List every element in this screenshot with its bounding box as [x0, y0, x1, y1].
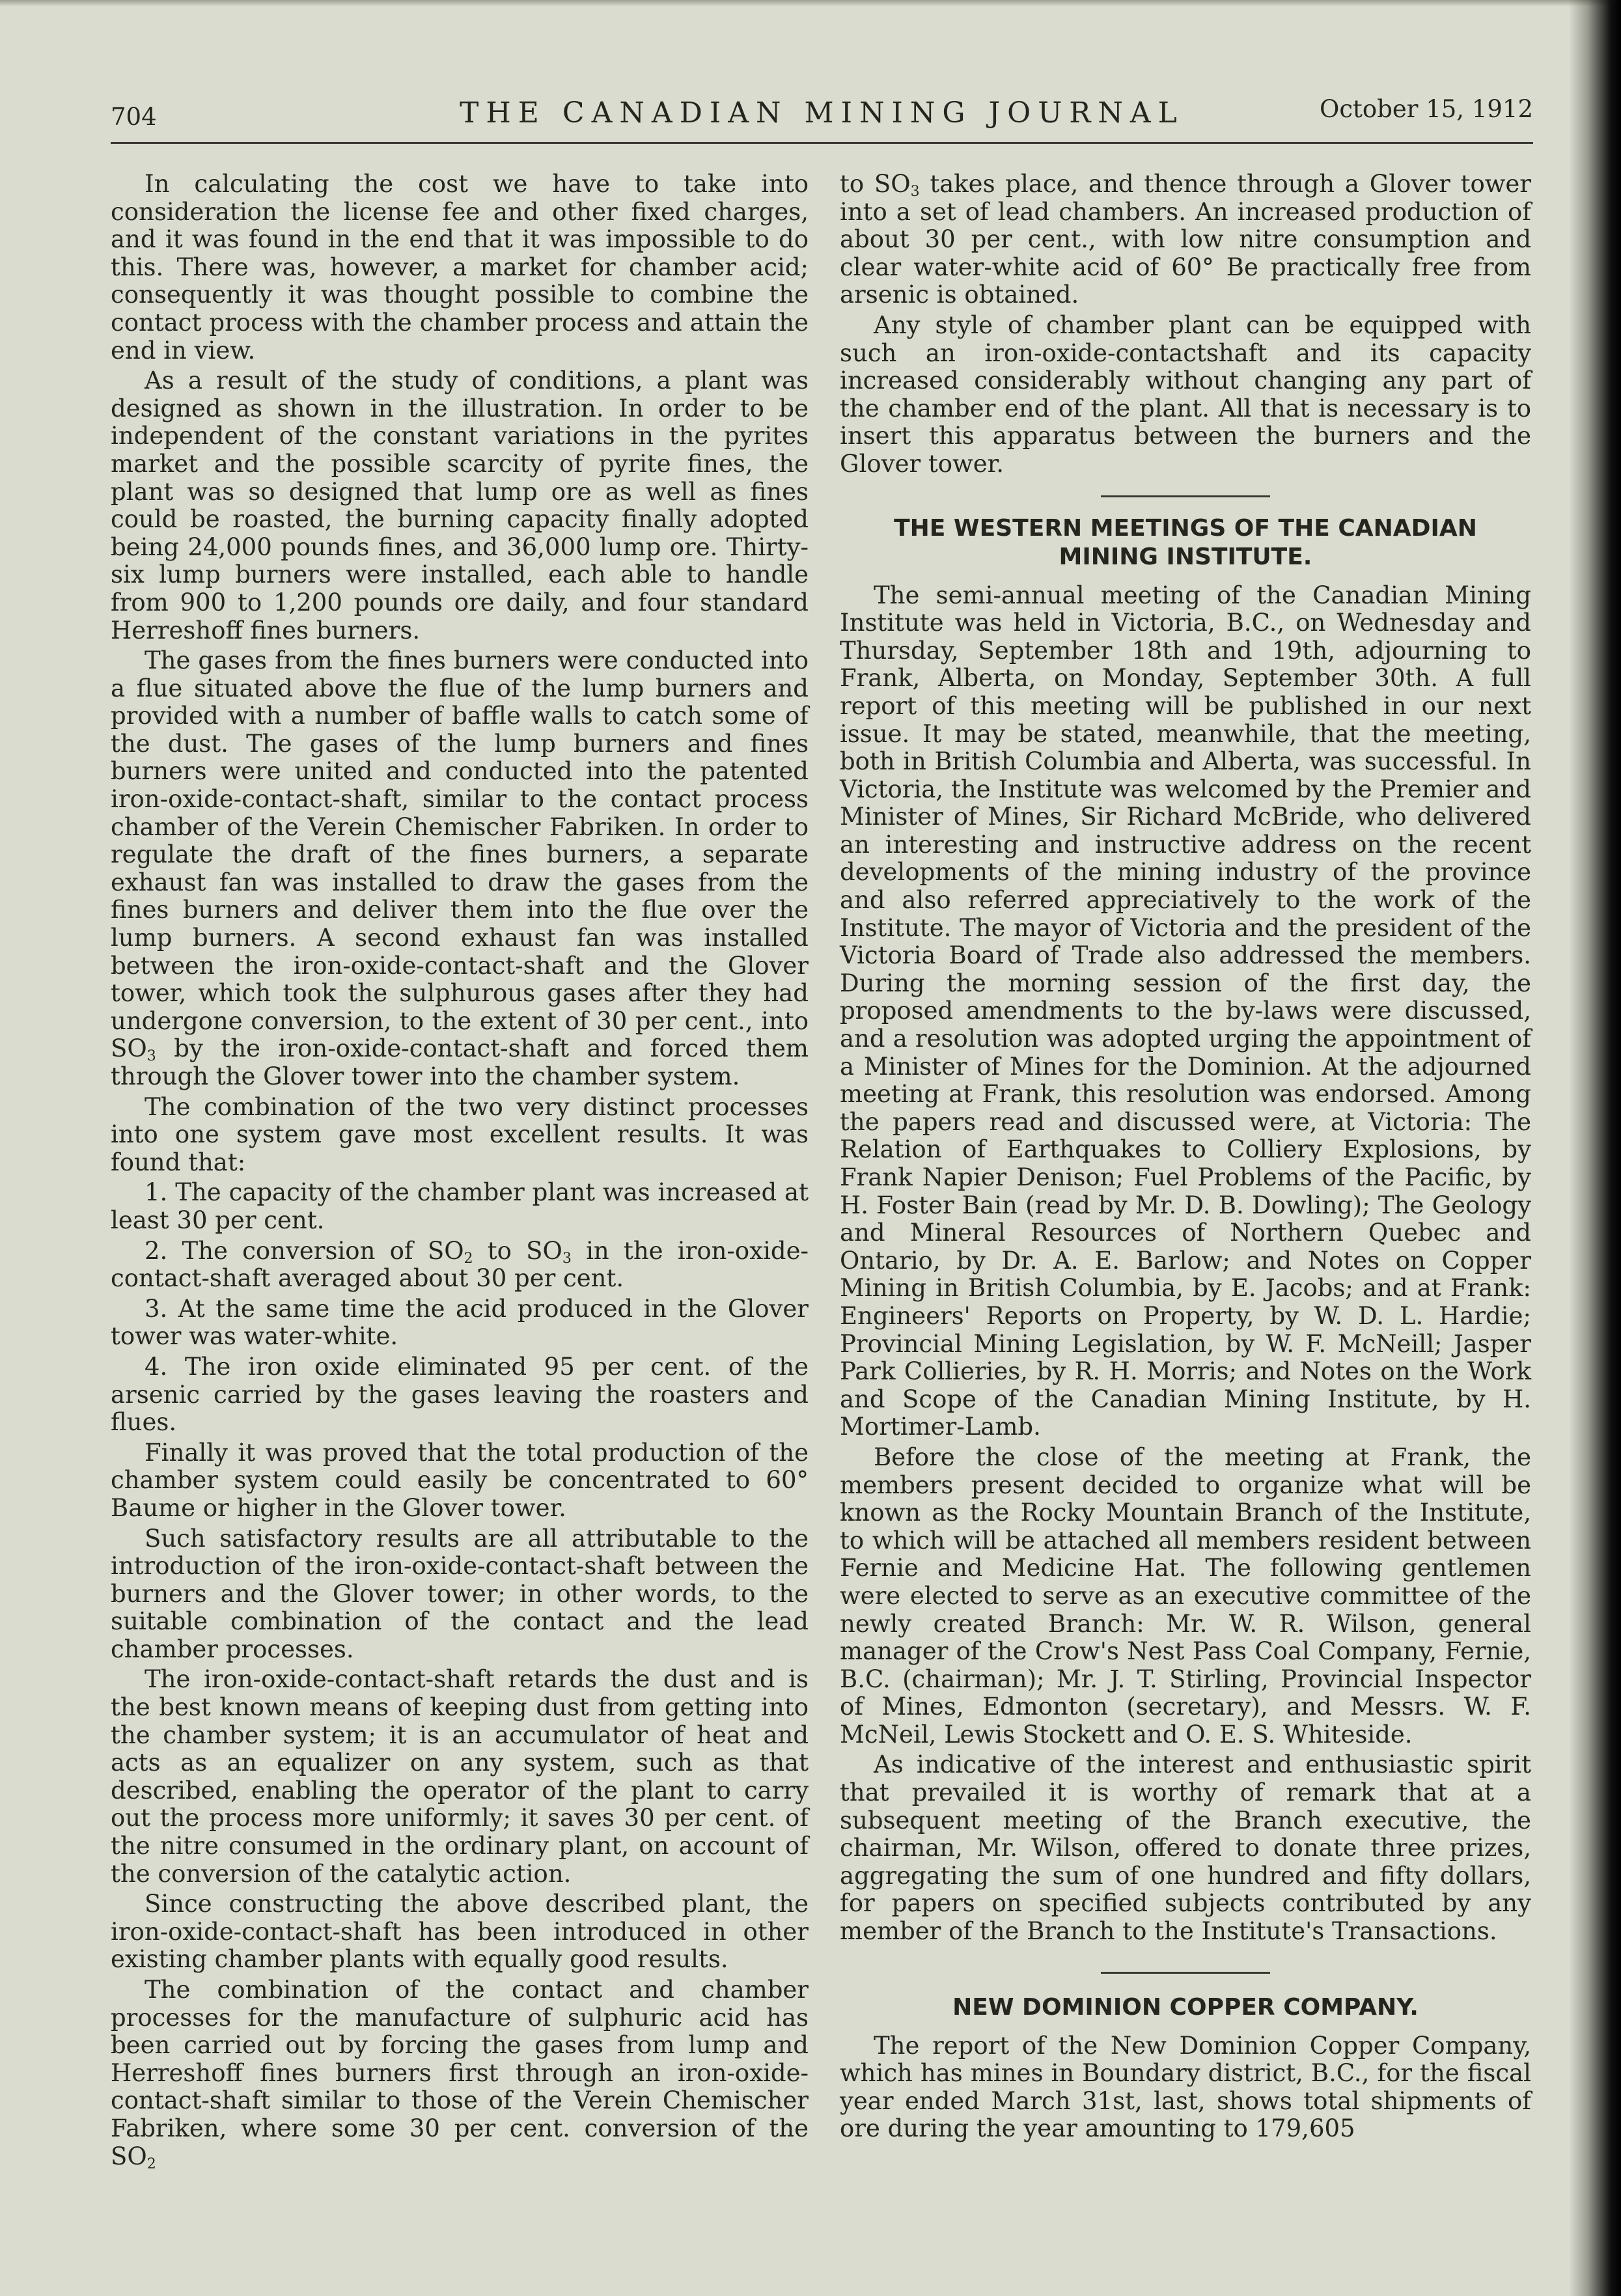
paragraph: Since constructing the above described plant, the iron-oxide-contact-shaft has been introduced in other existing chamber plants with equally good results. [111, 1890, 809, 1974]
header-rule [111, 142, 1533, 144]
left-column [111, 171, 809, 2173]
paragraph: The report of the New Dominion Copper Company, which has mines in Boundary district, B.C., for the fiscal year ended March 31st, last, shows total shipments of ore during the year amounting to 179,605 [840, 2031, 1531, 2143]
subscript: 2 [464, 1250, 473, 1267]
list-item: 4. The iron oxide eliminated 95 per cent. of the arsenic carried by the gases leaving the roasters and flues. [111, 1352, 809, 1437]
paragraph: The iron-oxide-contact-shaft retards the dust and is the best known means of keeping dust from getting into the chamber system; it is an accumulator of heat and acts as an equalizer on any system, such as that described, enabling the operator of the plant to carry out the process more uniformly; it saves 30 per cent. of the nitre consumed in the ordinary plant, on account of the conversion of the catalytic action. [111, 1665, 809, 1888]
paragraph: Any style of chamber plant can be equipped with such an iron-oxide-contactshaft and its capacity increased considerably without changing any part of the chamber end of the plant. All that is necessary is to insert this apparatus between the burners and the Glover tower. [840, 311, 1531, 478]
heading-line: THE WESTERN MEETINGS OF THE CANADIAN [894, 514, 1477, 542]
list-item: 1. The capacity of the chamber plant was increased at least 30 per cent. [111, 1178, 809, 1234]
paragraph [840, 171, 1531, 309]
list-item [111, 1238, 809, 1293]
subscript: 3 [562, 1250, 572, 1267]
journal-title: THE CANADIAN MINING JOURNAL [460, 96, 1184, 130]
section-rule [1101, 495, 1270, 497]
text: in the iron-oxide-contact-shaft averaged about 30 per cent. [111, 1236, 809, 1293]
text: takes place, and thence through a Glover tower into a set of lead chambers. An increased production of about 30 per cent., with low nitre consumption and clear water-white acid of 60° Be practically free from arsenic is obtained. [840, 170, 1531, 309]
text: to SO [473, 1236, 562, 1265]
running-header [111, 90, 1533, 142]
paragraph: The semi-annual meeting of the Canadian Mining Institute was held in Victoria, B.C., on Wednesday and Thursday, September 18th and 19th, adjourning to Frank, Alberta, on Monday, September 30th. A full report of this meeting will be published in our next issue. It may be stated, meanwhile, that the meeting, both in British Columbia and Alberta, was successful. In Victoria, the Institute was welcomed by the Premier and Minister of Mines, Sir Richard McBride, who delivered an interesting and instructive address on the recent developments of the mining industry of the province and also referred appreciatively to the work of the Institute. The mayor of Victoria and the president of the Victoria Board of Trade also addressed the members. During the morning session of the first day, the proposed amendments to the by-laws were discussed, and a resolution was adopted urging the appointment of a Minister of Mines for the Dominion. At the adjourned meeting at Frank, this resolution was endorsed. Among the papers read and discussed were, at Victoria: The Relation of Earthquakes to Colliery Explosions, by Frank Napier Denison; Fuel Problems of the Pacific, by H. Foster Bain (read by Mr. D. B. Dowling); The Geology and Mineral Resources of Northern Quebec and Ontario, by Dr. A. E. Barlow; and Notes on Copper Mining in British Columbia, by E. Jacobs; and at Frank: Engineers' Reports on Property, by W. D. L. Hardie; Provincial Mining Legislation, by W. F. McNeill; Jasper Park Collieries, by R. H. Morris; and Notes on the Work and Scope of the Canadian Mining Institute, by H. Mortimer-Lamb. [840, 581, 1531, 1441]
issue-date: October 15, 1912 [1320, 95, 1533, 123]
text: The combination of the contact and chamber processes for the manufacture of sulphuric acid has been carried out by forcing the gases from lump and Herreshoff fines burners first through an iron-oxide-contact-shaft similar to those of the Verein Chemischer Fabriken, where some 30 per cent. conversion of the SO [111, 1976, 809, 2170]
paragraph: As indicative of the interest and enthusiastic spirit that prevailed it is worthy of remark that at a subsequent meeting of the Branch executive, the chairman, Mr. Wilson, offered to donate three prizes, aggregating the sum of one hundred and fifty dollars, for papers on specified subjects contributed by any member of the Branch to the Institute's Transactions. [840, 1750, 1531, 1946]
paragraph [111, 1976, 809, 2170]
text: by the iron-oxide-contact-shaft and forced them through the Glover tower into the chamber system. [111, 1034, 809, 1090]
subscript: 3 [910, 184, 920, 200]
text: to SO [840, 170, 911, 198]
paragraph: Finally it was proved that the total production of the chamber system could easily be concentrated to 60° Baume or higher in the Glover tower. [111, 1438, 809, 1522]
paragraph [111, 647, 809, 1091]
right-column [840, 171, 1531, 2146]
page-top-edge [0, 0, 1621, 7]
section-heading: NEW DOMINION COPPER COMPANY. [952, 1993, 1419, 2021]
page-number: 704 [111, 103, 157, 131]
text: The gases from the fines burners were conducted into a flue situated above the flue of the lump burners and provided with a number of baffle walls to catch some of the dust. The gases of the lump burners and fines burners were united and conducted into the patented iron-oxide-contact-shaft, similar to the contact process chamber of the Verein Chemischer Fabriken. In order to regulate the draft of the fines burners, a separate exhaust fan was installed to draw the gases from the fines burners and deliver them into the flue over the lump burners. A second exhaust fan was installed between the iron-oxide-contact-shaft and the Glover tower, which took the sulphurous gases after they had undergone conversion, to the extent of 30 per cent., into SO [111, 646, 809, 1063]
paragraph: The combination of the two very distinct processes into one system gave most excellent results. It was found that: [111, 1092, 809, 1176]
heading-line: MINING INSTITUTE. [1059, 543, 1312, 570]
list-item: 3. At the same time the acid produced in the Glover tower was water-white. [111, 1294, 809, 1351]
paragraph: As a result of the study of conditions, a plant was designed as shown in the illustration. In order to be independent of the constant variations in the pyrites market and the possible scarcity of pyrite fines, the plant was so designed that lump ore as well as fines could be roasted, the burning capacity finally adopted being 24,000 pounds fines, and 36,000 lump ore. Thirty-six lump burners were installed, each able to handle from 900 to 1,200 pounds ore daily, and four standard Herreshoff fines burners. [111, 367, 809, 644]
text: 2. The conversion of SO [145, 1236, 464, 1265]
subscript: 2 [146, 2155, 156, 2172]
paragraph: Such satisfactory results are all attributable to the introduction of the iron-oxide-contact-shaft between the burners and the Glover tower; in other words, to the suitable combination of the contact and the lead chamber processes. [111, 1524, 809, 1663]
section-heading [840, 514, 1531, 572]
section-rule [1101, 1972, 1270, 1974]
binding-shadow [1569, 0, 1621, 2296]
subscript: 3 [146, 1048, 156, 1065]
paragraph: Before the close of the meeting at Frank, the members present decided to organize what will be known as the Rocky Mountain Branch of the Institute, to which will be attached all members resident between Fernie and Medicine Hat. The following gentlemen were elected to serve as an executive committee of the newly created Branch: Mr. W. R. Wilson, general manager of the Crow's Nest Pass Coal Company, Fernie, B.C. (chairman); Mr. J. T. Stirling, Provincial Inspector of Mines, Edmonton (secretary), and Messrs. W. F. McNeil, Lewis Stockett and O. E. S. Whiteside. [840, 1443, 1531, 1749]
paragraph: In calculating the cost we have to take into consideration the license fee and other fixed charges, and it was found in the end that it was impossible to do this. There was, however, a market for chamber acid; consequently it was thought possible to combine the contact process with the chamber process and attain the end in view. [111, 170, 809, 365]
